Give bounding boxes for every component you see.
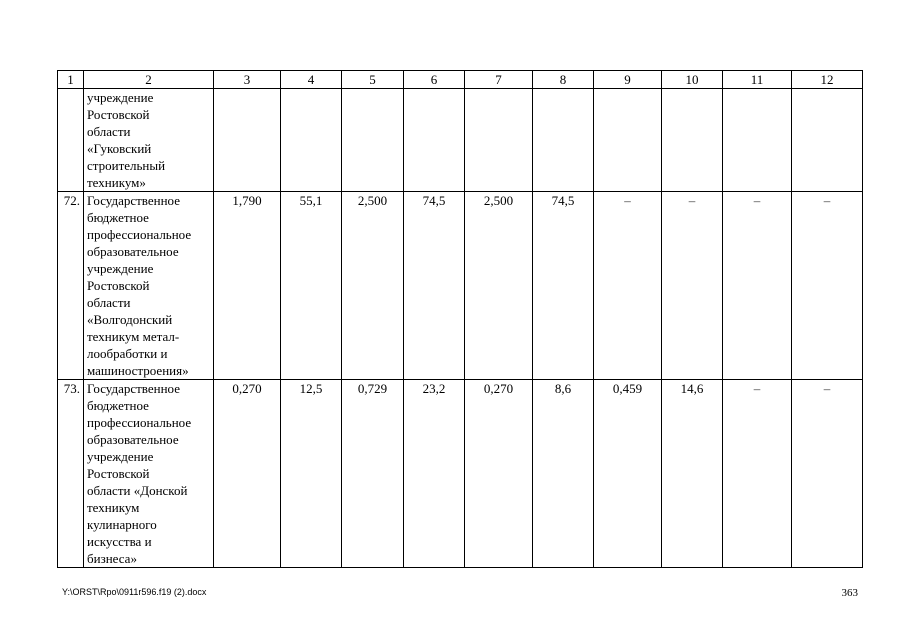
table-cell: 0,270	[465, 380, 533, 568]
institution-name	[84, 380, 214, 568]
institution-name	[84, 89, 214, 192]
institution-name	[84, 192, 214, 380]
column-header: 10	[662, 71, 723, 89]
institution-name-line: Ростовской	[87, 466, 150, 481]
institution-name-line: бизнеса»	[87, 551, 137, 566]
data-table	[57, 70, 863, 568]
table-cell	[723, 89, 792, 192]
row-number: 73.	[58, 380, 84, 568]
table-cell	[594, 89, 662, 192]
column-header: 6	[404, 71, 465, 89]
column-header: 5	[342, 71, 404, 89]
column-header: 11	[723, 71, 792, 89]
footer-file-path: Y:\ORST\Rpo\0911r596.f19 (2).docx	[62, 587, 207, 597]
institution-name-line: учреждение	[87, 449, 154, 464]
institution-name-line: искусства и	[87, 534, 152, 549]
table-cell: –	[792, 380, 863, 568]
institution-name-line: Государственное	[87, 381, 180, 396]
institution-name-line: «Волгодонский	[87, 312, 173, 327]
row-number: 72.	[58, 192, 84, 380]
table-cell: 1,790	[214, 192, 281, 380]
table-cell: –	[723, 192, 792, 380]
row-number	[58, 89, 84, 192]
table-cell	[281, 89, 342, 192]
table-row	[58, 89, 863, 192]
institution-name-line: образовательное	[87, 432, 179, 447]
table-cell: 0,270	[214, 380, 281, 568]
institution-name-line: кулинарного	[87, 517, 157, 532]
table-cell: 0,459	[594, 380, 662, 568]
institution-name-line: области	[87, 124, 131, 139]
column-header: 12	[792, 71, 863, 89]
institution-name-line: техникум»	[87, 175, 146, 190]
table-cell	[533, 89, 594, 192]
institution-name-line: учреждение	[87, 261, 154, 276]
table-cell: 74,5	[533, 192, 594, 380]
institution-name-line: области	[87, 295, 131, 310]
institution-name-line: лообработки и	[87, 346, 168, 361]
table-cell	[465, 89, 533, 192]
table-row	[58, 192, 863, 380]
institution-name-line: Ростовской	[87, 278, 150, 293]
column-header: 2	[84, 71, 214, 89]
column-header: 1	[58, 71, 84, 89]
column-header: 9	[594, 71, 662, 89]
institution-name-line: бюджетное	[87, 398, 149, 413]
header-row	[58, 71, 863, 89]
table-row	[58, 380, 863, 568]
institution-name-line: области «Донской	[87, 483, 188, 498]
column-header: 8	[533, 71, 594, 89]
institution-name-line: Ростовской	[87, 107, 150, 122]
table-cell	[404, 89, 465, 192]
column-header: 4	[281, 71, 342, 89]
table-cell: 2,500	[465, 192, 533, 380]
institution-name-line: учреждение	[87, 90, 154, 105]
column-header: 7	[465, 71, 533, 89]
table-cell	[214, 89, 281, 192]
institution-name-line: техникум	[87, 500, 140, 515]
footer-page-number: 363	[841, 587, 858, 599]
institution-name-line: строительный	[87, 158, 166, 173]
institution-name-line: профессиональное	[87, 227, 192, 242]
table-cell: 23,2	[404, 380, 465, 568]
institution-name-line: бюджетное	[87, 210, 149, 225]
institution-name-line: образовательное	[87, 244, 179, 259]
institution-name-line: профессиональное	[87, 415, 192, 430]
table-cell: 0,729	[342, 380, 404, 568]
table-cell: 8,6	[533, 380, 594, 568]
institution-name-line: «Гуковский	[87, 141, 152, 156]
table-cell	[792, 89, 863, 192]
table-cell	[662, 89, 723, 192]
table-cell: –	[594, 192, 662, 380]
table-cell: 12,5	[281, 380, 342, 568]
column-header: 3	[214, 71, 281, 89]
table-cell: 74,5	[404, 192, 465, 380]
table-cell	[342, 89, 404, 192]
table-body	[58, 89, 863, 568]
institution-name-line: техникум метал-	[87, 329, 180, 344]
table-cell: –	[662, 192, 723, 380]
institution-name-line: Государственное	[87, 193, 180, 208]
table-cell: –	[723, 380, 792, 568]
table-cell: 2,500	[342, 192, 404, 380]
institution-name-line: машиностроения»	[87, 363, 189, 378]
table-cell: 14,6	[662, 380, 723, 568]
table-cell: –	[792, 192, 863, 380]
table-cell: 55,1	[281, 192, 342, 380]
